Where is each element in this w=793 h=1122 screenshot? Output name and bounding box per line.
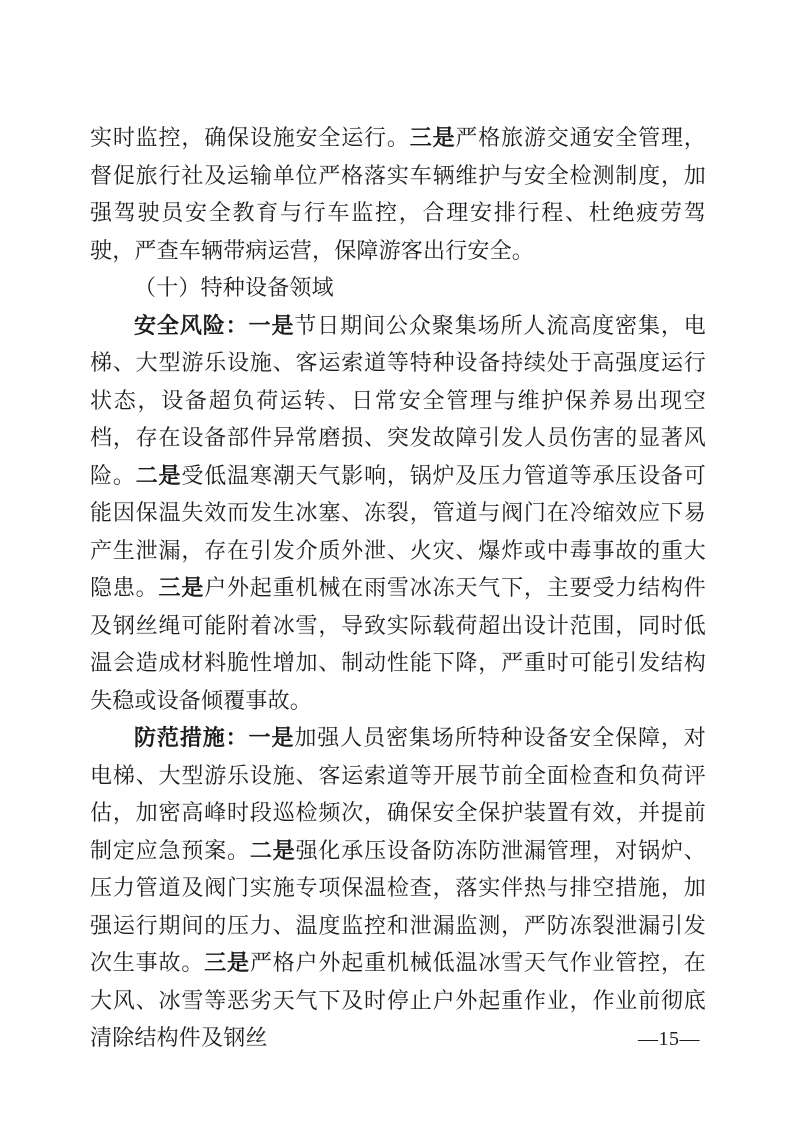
text-run: 户外起重机械在雨雪冰冻天气下，主要受力结构件及钢丝绳可能附着冰雪，导致实际载荷超出设计范围，同时低温会造成材料脆性增加、制动性能下降，严重时可能引发结构失稳或设备倾覆事故。 [90,575,706,713]
paragraph-4 [90,719,706,1057]
text-run: 严格旅游交通安全管理，督促旅行社及运输单位严格落实车辆维护与安全检测制度，加强驾驶员安全教育与行车监控，合理安排行程、杜绝疲劳驾驶，严查车辆带病运营，保障游客出行安全。 [90,125,706,263]
text-run: 节日期间公众聚集场所人流高度密集，电梯、大型游乐设施、客运索道等特种设备持续处于高强度运行状态，设备超负荷运转、日常安全管理与维护保养易出现空档，存在设备部件异常磨损、突发故障引发人员伤害的显著风险。 [90,312,706,488]
emphasis-run: 三是 [409,125,456,150]
emphasis-run: 防范措施：一是 [134,725,295,750]
emphasis-run: 安全风险：一是 [134,312,295,338]
document-body [90,119,706,1057]
text-run: 实时监控，确保设施安全运行。 [90,125,410,150]
text-run: 强化承压设备防冻防泄漏管理，对锅炉、压力管道及阀门实施专项保温检查，落实伴热与排空措施，加强运行期间的压力、温度监控和泄漏监测，严防冻裂泄漏引发次生事故。 [90,837,707,975]
paragraph-3 [90,307,706,720]
emphasis-run: 三是 [158,575,205,600]
text-run: 受低温寒潮天气影响，锅炉及压力管道等承压设备可能因保温失效而发生冰塞、冻裂，管道与阀门在冷缩效应下易产生泄漏，存在引发介质外泄、火灾、爆炸或中毒事故的重大隐患。 [90,462,707,600]
text-run: 严格户外起重机械低温冰雪天气作业管控，在大风、冰雪等恶劣天气下及时停止户外起重作业，作业前彻底清除结构件及钢丝 [90,950,706,1050]
paragraph-2 [90,269,706,307]
emphasis-run: 三是 [204,950,250,975]
page-number: —15— [638,1028,700,1050]
text-run: 加强人员密集场所特种设备安全保障，对电梯、大型游乐设施、客运索道等开展节前全面检查和负荷评估，加密高峰时段巡检频次，确保安全保护装置有效，并提前制定应急预案。 [90,725,706,863]
emphasis-run: 二是 [135,462,182,488]
emphasis-run: 二是 [249,837,296,863]
paragraph-1 [90,119,706,269]
text-run: （十）特种设备领域 [134,275,334,300]
